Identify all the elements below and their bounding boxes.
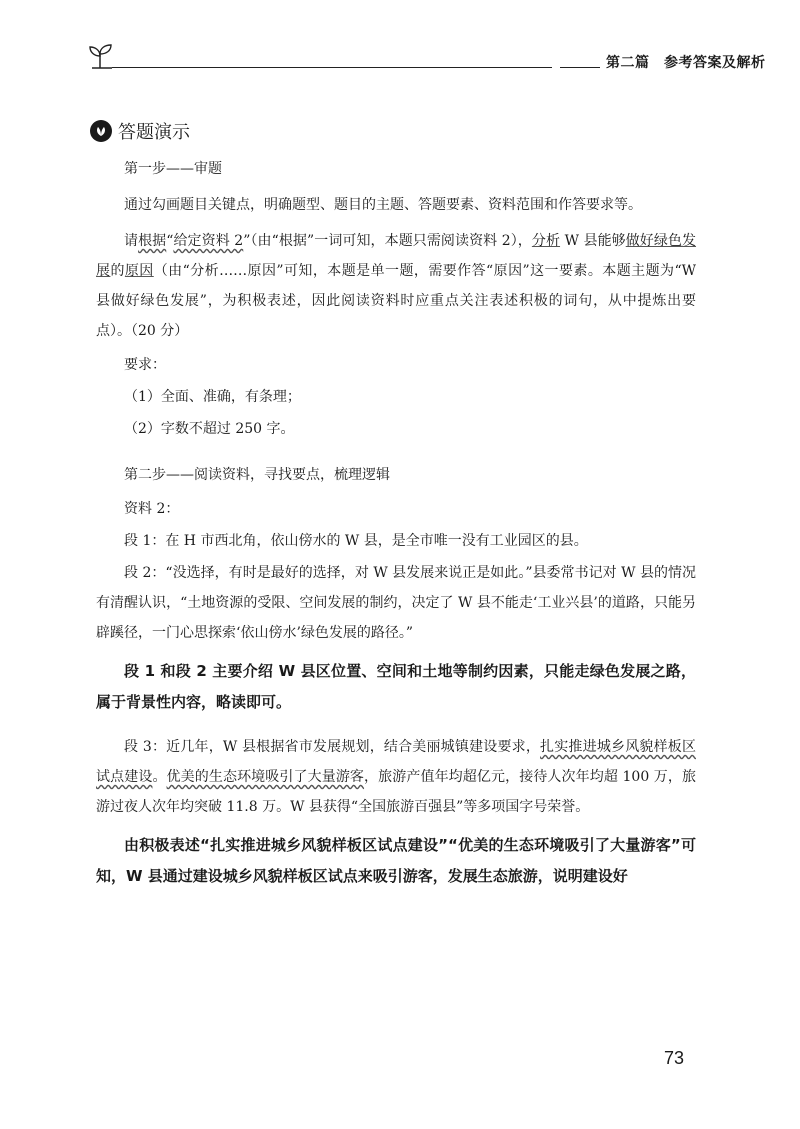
- header-title: 第二篇 参考答案及解析: [606, 55, 766, 71]
- header-rule: [112, 67, 552, 68]
- step2-title: 第二步——阅读资料，寻找要点，梳理逻辑: [124, 467, 390, 483]
- section-heading: [90, 118, 190, 144]
- requirement-2: （2）字数不超过 250 字。: [124, 421, 295, 437]
- header-rule-short: [560, 67, 600, 68]
- sprout-icon: [86, 42, 114, 70]
- requirements-title: 要求：: [124, 357, 166, 373]
- page-header: [86, 40, 766, 74]
- requirement-1: （1）全面、准确，有条理；: [124, 389, 301, 405]
- material-paragraph-1: 段 1：在 H 市西北角，依山傍水的 W 县，是全市唯一没有工业园区的县。: [124, 533, 588, 549]
- section-title: 答题演示: [118, 122, 190, 143]
- analysis-paragraph-2: 由积极表述“扎实推进城乡风貌样板区试点建设”“优美的生态环境吸引了大量游客”可知，W 县通过建设城乡风貌样板区试点来吸引游客，发展生态旅游，说明建设好: [96, 836, 696, 885]
- leaf-badge-icon: [90, 120, 112, 142]
- analysis-paragraph-1: 段 1 和段 2 主要介绍 W 县区位置、空间和土地等制约因素，只能走绿色发展之路，属于背景性内容，略读即可。: [96, 662, 696, 711]
- material-paragraph-3: 段 3：近几年，W 县根据省市发展规划，结合美丽城镇建设要求，扎实推进城乡风貌样板区试点建设。优美的生态环境吸引了大量游客，旅游产值年均超亿元，接待人次年均超 100 万，旅游过夜人次年均突破 11.8 万。W 县获得“全国旅游百强县”等多项国字号荣誉。: [96, 739, 697, 815]
- page-number: 73: [664, 1048, 685, 1068]
- page-content: [96, 152, 696, 892]
- material-paragraph-2: 段 2：“没选择，有时是最好的选择，对 W 县发展来说正是如此。”县委常书记对 W 县的情况有清醒认识，“土地资源的受限、空间发展的制约，决定了 W 县不能走‘工业兴县’的道路，只能另辟蹊径，一门心思探索‘依山傍水’绿色发展的路径。”: [96, 565, 696, 641]
- step1-paragraph-1: 通过勾画题目关键点，明确题型、题目的主题、答题要素、资料范围和作答要求等。: [124, 197, 642, 213]
- step1-title: 第一步——审题: [124, 161, 222, 177]
- material-label: 资料 2：: [124, 501, 180, 517]
- step1-paragraph-2: 请根据“给定资料 2”（由“根据”一词可知，本题只需阅读资料 2），分析 W 县能够做好绿色发展的原因（由“分析……原因”可知，本题是单一题，需要作答“原因”这一要素。本题主题为“W 县做好绿色发展”，为积极表述，因此阅读资料时应重点关注表述积极的词句，从中提炼出要点）。（20 分）: [96, 233, 697, 339]
